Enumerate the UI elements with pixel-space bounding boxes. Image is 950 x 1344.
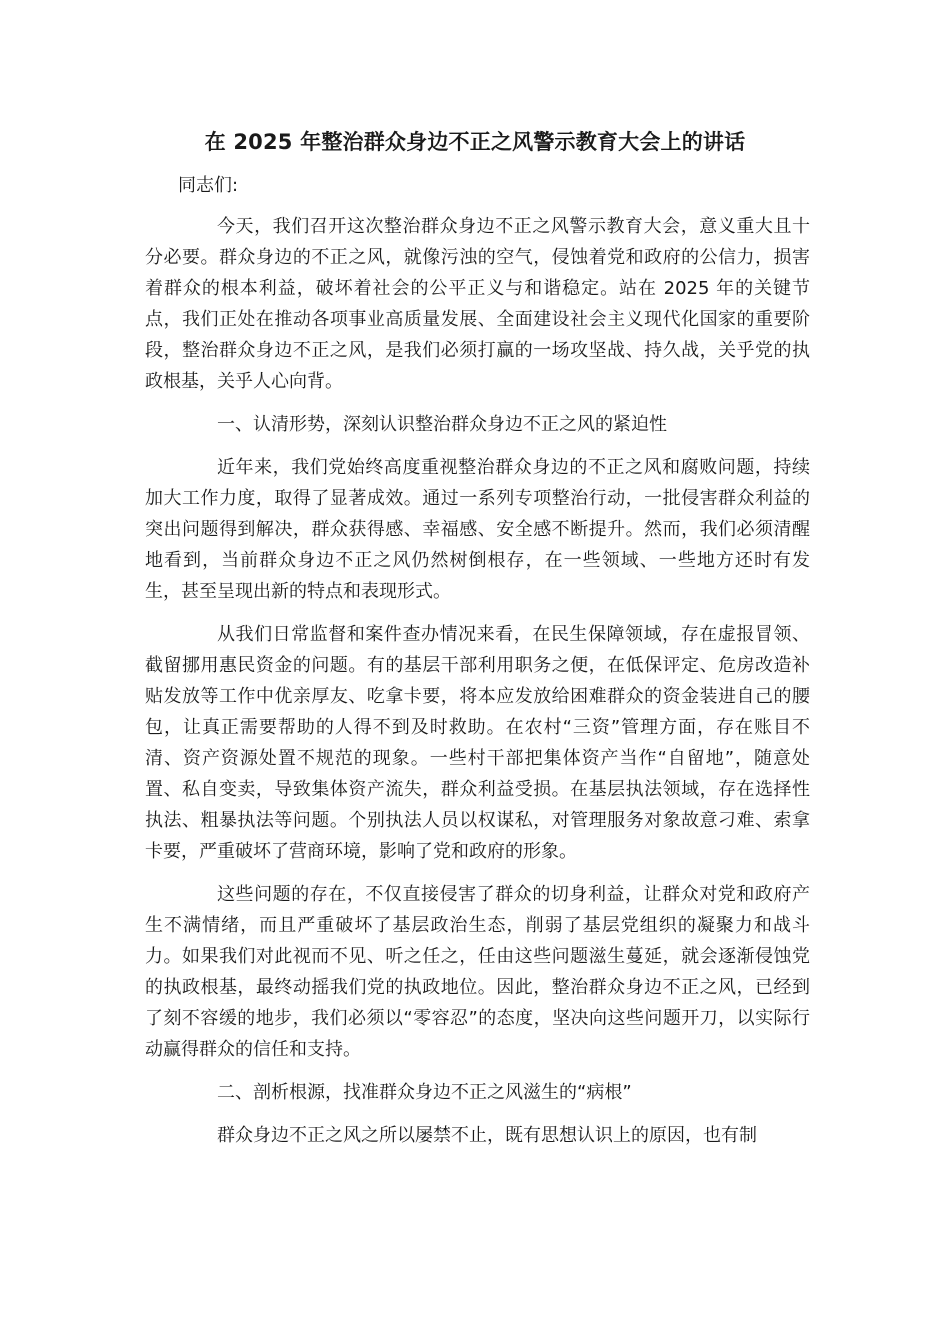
document-title: 在 2025 年整治群众身边不正之风警示教育大会上的讲话 [204, 130, 746, 154]
paragraph-root-causes: 群众身边不正之风之所以屡禁不止，既有思想认识上的原因，也有制 [217, 1125, 757, 1146]
paragraph-intro: 今天，我们召开这次整治群众身边不正之风警示教育大会，意义重大且十分必要。群众身边的不正之风，就像污浊的空气，侵蚀着党和政府的公信力，损害着群众的根本利益，破坏着社会的公平正义与和谐稳定。站在 2025 年的关键节点，我们正处在推动各项事业高质量发展、全面建设社会主义现代化国家的重要阶段，整治群众身边不正之风，是我们必须打赢的一场攻坚战、持久战，关乎党的执政根基，关乎人心向背。 [145, 216, 810, 392]
salutation: 同志们: [178, 175, 239, 196]
section-heading-1: 一、认清形势，深刻认识整治群众身边不正之风的紧迫性 [217, 414, 667, 435]
paragraph-consequences: 这些问题的存在，不仅直接侵害了群众的切身利益，让群众对党和政府产生不满情绪，而且严重破坏了基层政治生态，削弱了基层党组织的凝聚力和战斗力。如果我们对此视而不见、听之任之，任由这些问题滋生蔓延，就会逐渐侵蚀党的执政根基，最终动摇我们党的执政地位。因此，整治群众身边不正之风，已经到了刻不容缓的地步，我们必须以“零容忍”的态度，坚决向这些问题开刀，以实际行动赢得群众的信任和支持。 [145, 884, 810, 1060]
section-heading-2: 二、剖析根源，找准群众身边不正之风滋生的“病根” [217, 1082, 632, 1103]
document-body [145, 171, 810, 1163]
paragraph-achievements: 近年来，我们党始终高度重视整治群众身边的不正之风和腐败问题，持续加大工作力度，取得了显著成效。通过一系列专项整治行动，一批侵害群众利益的突出问题得到解决，群众获得感、幸福感、安全感不断提升。然而，我们必须清醒地看到，当前群众身边不正之风仍然树倒根存，在一些领域、一些地方还时有发生，甚至呈现出新的特点和表现形式。 [145, 457, 810, 602]
paragraph-problems: 从我们日常监督和案件查办情况来看，在民生保障领域，存在虚报冒领、截留挪用惠民资金的问题。有的基层干部利用职务之便，在低保评定、危房改造补贴发放等工作中优亲厚友、吃拿卡要，将本应发放给困难群众的资金装进自己的腰包，让真正需要帮助的人得不到及时救助。在农村“三资”管理方面，存在账目不清、资产资源处置不规范的现象。一些村干部把集体资产当作“自留地”，随意处置、私自变卖，导致集体资产流失，群众利益受损。在基层执法领域，存在选择性执法、粗暴执法等问题。个别执法人员以权谋私，对管理服务对象故意刁难、索拿卡要，严重破坏了营商环境，影响了党和政府的形象。 [145, 624, 810, 862]
